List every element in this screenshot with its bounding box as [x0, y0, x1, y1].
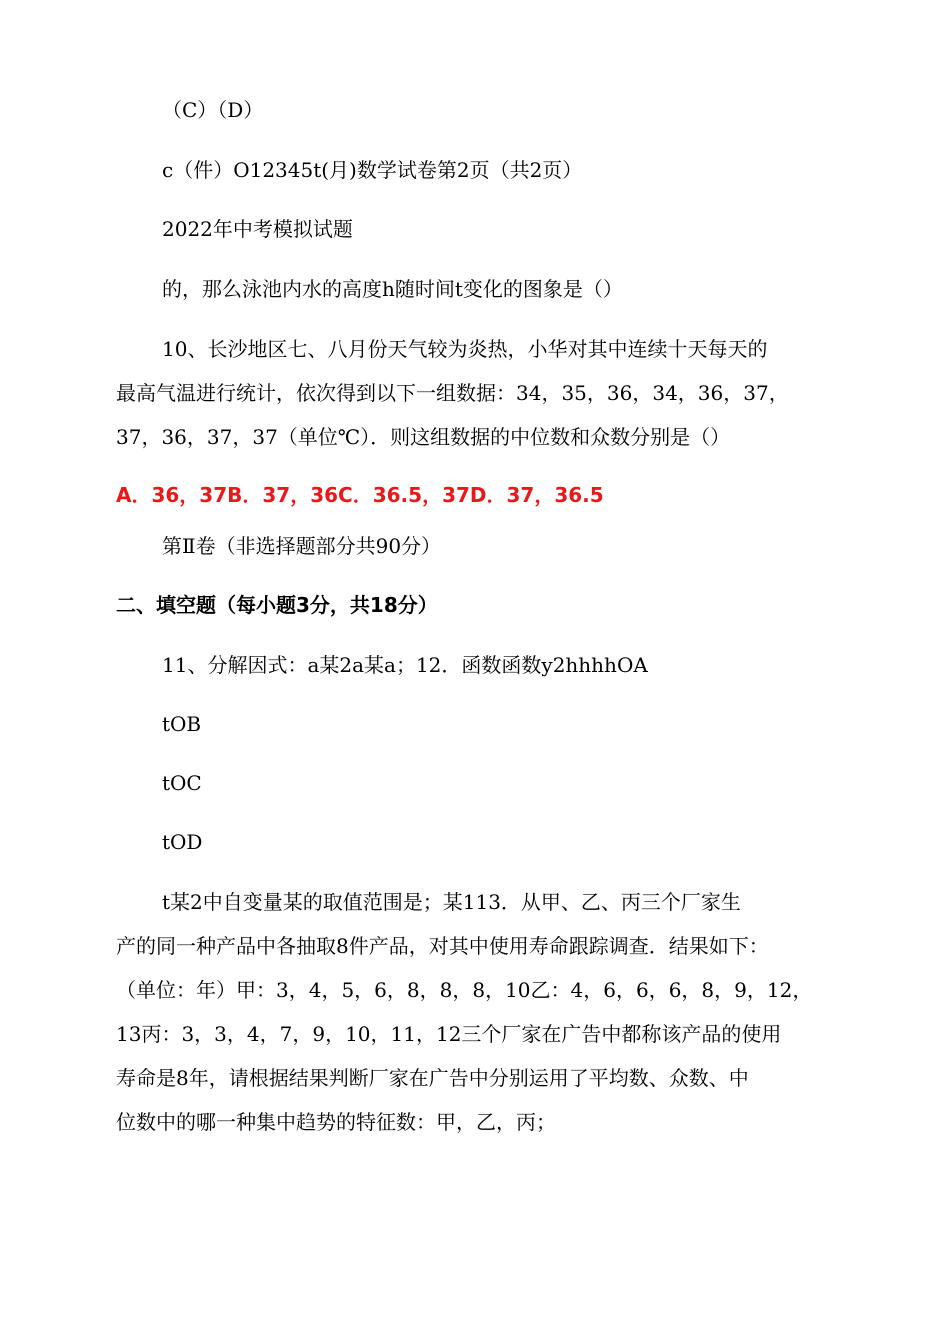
question-13-line-6: 位数中的哪一种集中趋势的特征数：甲，乙，丙； [116, 1110, 556, 1134]
exam-title: 2022年中考模拟试题 [162, 217, 353, 241]
question-10-line-2: 最高气温进行统计，依次得到以下一组数据：34，35，36，34，36，37， [116, 381, 789, 405]
question-10-line-1: 10、长沙地区七、八月份天气较为炎热，小华对其中连续十天每天的 [162, 337, 768, 361]
graph-label-d: tOD [162, 830, 203, 854]
chart-caption-footer: c（件）O12345t(月)数学试卷第2页（共2页） [162, 158, 583, 182]
options-c-d: （C）（D） [162, 98, 264, 122]
question-13-line-4: 13丙：3，3，4，7，9，10，11，12三个厂家在广告中都称该产品的使用 [116, 1022, 782, 1046]
question-13-line-3: （单位：年）甲：3，4，5，6，8，8，8，10乙：4，6，6，6，8，9，12， [116, 978, 813, 1002]
question-13-line-2: 产的同一种产品中各抽取8件产品，对其中使用寿命跟踪调查．结果如下： [116, 934, 769, 958]
question-10-line-3: 37，36，37，37（单位℃）．则这组数据的中位数和众数分别是（） [116, 425, 731, 449]
fill-blank-heading: 二、填空题（每小题3分，共18分） [116, 593, 438, 617]
question-11-12-text: 11、分解因式：a某2a某a；12．函数函数y2hhhhOA [162, 653, 648, 677]
graph-label-c: tOC [162, 771, 202, 795]
question-13-line-1: t某2中自变量某的取值范围是；某113．从甲、乙、丙三个厂家生 [162, 890, 741, 914]
question-13-line-5: 寿命是8年，请根据结果判断厂家在广告中分别运用了平均数、众数、中 [116, 1066, 749, 1090]
question-9-text: 的，那么泳池内水的高度h随时间t变化的图象是（） [162, 277, 623, 301]
question-10-answer-choices: A．36，37B．37，36C．36.5，37D．37，36.5 [116, 483, 604, 507]
section-2-title: 第Ⅱ卷（非选择题部分共90分） [162, 534, 442, 558]
graph-label-b: tOB [162, 712, 202, 736]
